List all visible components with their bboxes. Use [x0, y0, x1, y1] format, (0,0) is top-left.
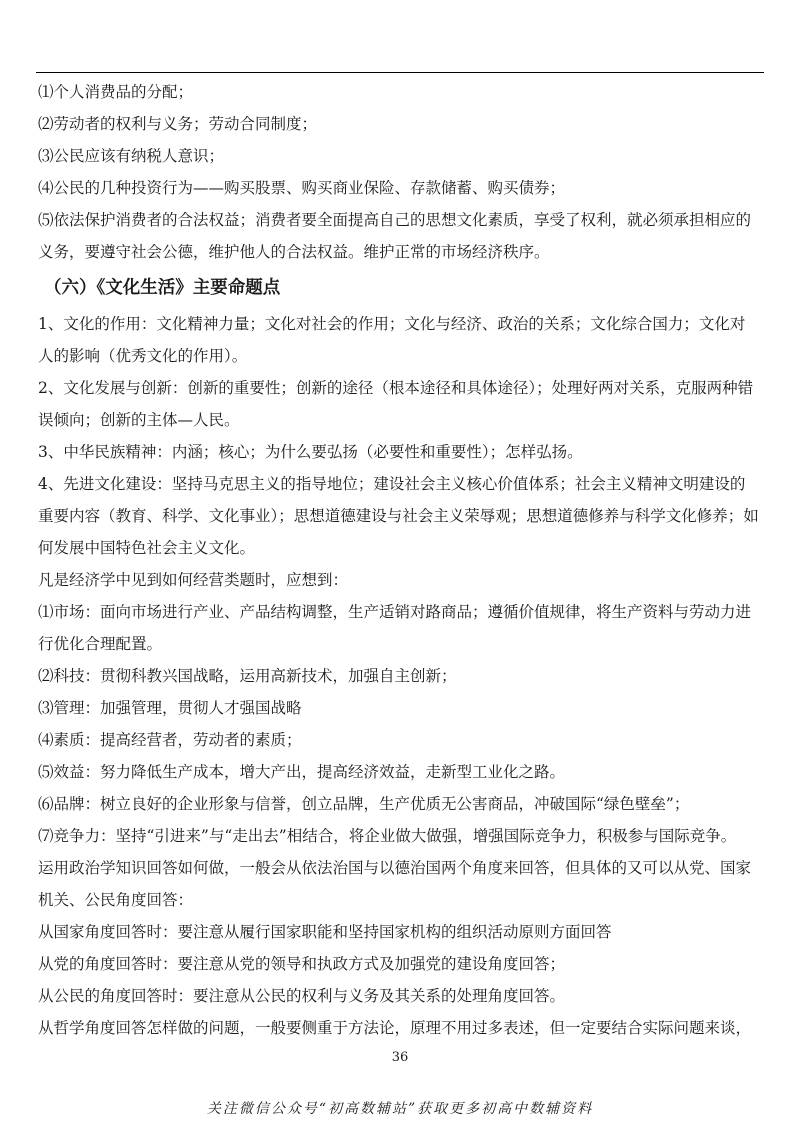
paragraph: ⑶公民应该有纳税人意识； [38, 147, 225, 165]
paragraph: ⑴市场：面向市场进行产业、产品结构调整，生产适销对路商品；遵循价值规律，将生产资料与劳动力进行优化合理配置。 [38, 603, 752, 653]
paragraph: 凡是经济学中见到如何经营类题时，应想到： [38, 571, 349, 589]
section-heading: （六）《文化生活》主要命题点 [44, 278, 281, 298]
paragraph: ⑷素质：提高经营者，劳动者的素质； [38, 731, 302, 749]
paragraph: ⑷公民的几种投资行为——购买股票、购买商业保险、存款储蓄、购买债券； [38, 179, 566, 197]
paragraph: 从公民的角度回答时：要注意从公民的权利与义务及其关系的处理角度回答。 [38, 987, 566, 1005]
paragraph: 从国家角度回答时：要注意从履行国家职能和坚持国家机构的组织活动原则方面回答 [38, 923, 612, 941]
paragraph: ⑵劳动者的权利与义务；劳动合同制度； [38, 115, 318, 133]
paragraph: 2、文化发展与创新：创新的重要性；创新的途径（根本途径和具体途径）；处理好两对关系，克服两种错误倾向；创新的主体—人民。 [38, 379, 754, 429]
footer-note: 关注微信公众号“初高数辅站”获取更多初高中数辅资料 [206, 1101, 594, 1117]
paragraph: ⑺竞争力：坚持“引进来”与“走出去”相结合，将企业做大做强，增强国际竞争力，积极参与国际竞争。 [38, 827, 737, 845]
paragraph: ⑴个人消费品的分配； [38, 83, 194, 101]
paragraph: ⑸依法保护消费者的合法权益；消费者要全面提高自己的思想文化素质，享受了权利，就必须承担相应的义务，要遵守社会公德，维护他人的合法权益。维护正常的市场经济秩序。 [38, 211, 752, 261]
header-rule [36, 72, 764, 73]
paragraph: ⑹品牌：树立良好的企业形象与信誉，创立品牌，生产优质无公害商品，冲破国际“绿色壁垒”； [38, 795, 690, 813]
paragraph: 运用政治学知识回答如何做，一般会从依法治国与以德治国两个角度来回答，但具体的又可以从党、国家机关、公民角度回答： [38, 859, 752, 909]
paragraph: 1、文化的作用：文化精神力量；文化对社会的作用；文化与经济、政治的关系；文化综合国力；文化对人的影响（优秀文化的作用）。 [38, 315, 746, 365]
paragraph: 从党的角度回答时：要注意从党的领导和执政方式及加强党的建设角度回答； [38, 955, 566, 973]
paragraph: 4、先进文化建设：坚持马克思主义的指导地位；建设社会主义核心价值体系；社会主义精神文明建设的重要内容（教育、科学、文化事业）；思想道德建设与社会主义荣辱观；思想道德修养与科学文化修养；如何发展中国特色社会主义文化。 [38, 475, 759, 557]
paragraph: 从哲学角度回答怎样做的问题，一般要侧重于方法论，原理不用过多表述，但一定要结合实际问题来谈， [38, 1019, 752, 1037]
paragraph: ⑵科技：贯彻科教兴国战略，运用高新技术，加强自主创新； [38, 667, 457, 685]
page-body [38, 76, 760, 1044]
paragraph: 3、中华民族精神：内涵；核心；为什么要弘扬（必要性和重要性）；怎样弘扬。 [38, 443, 583, 461]
page-number: 36 [391, 1050, 409, 1065]
paragraph: ⑸效益：努力降低生产成本，增大产出，提高经济效益，走新型工业化之路。 [38, 763, 566, 781]
paragraph: ⑶管理：加强管理，贯彻人才强国战略 [38, 699, 302, 717]
